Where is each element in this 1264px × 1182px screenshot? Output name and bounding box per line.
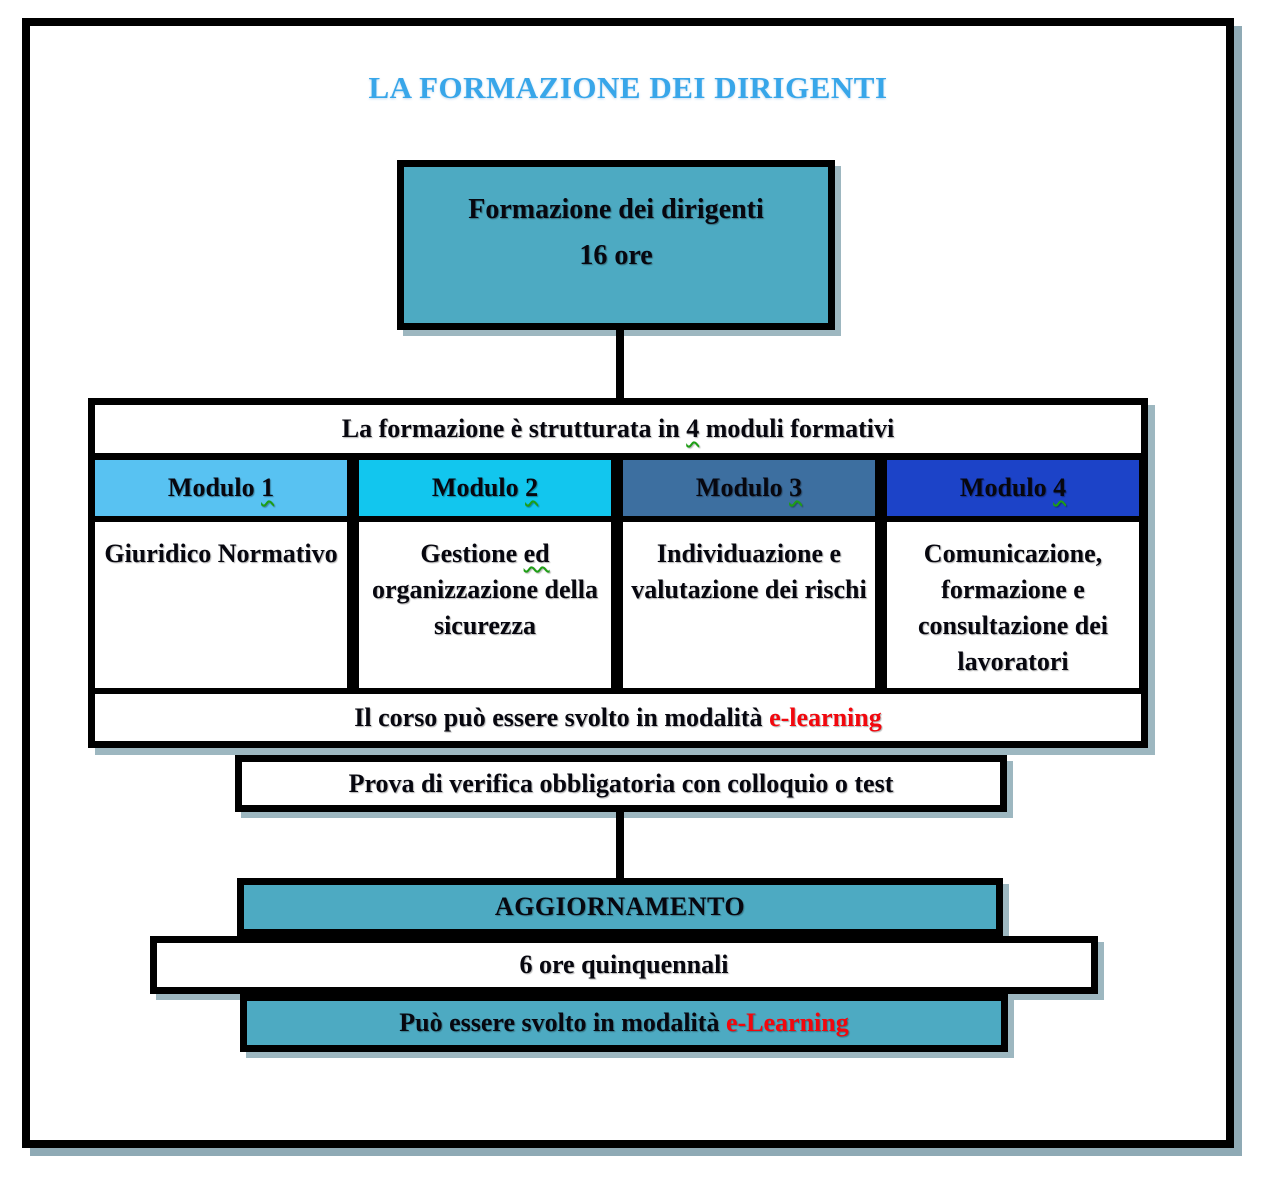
connector-main-to-modules — [616, 329, 624, 399]
update-hours-bar: 6 ore quinquennali — [150, 936, 1098, 994]
module-2-content-pre: Gestione — [420, 539, 524, 568]
module-4-header — [887, 460, 1139, 516]
diagram-frame — [22, 18, 1234, 1148]
elearning-bar-highlight: e-learning — [769, 703, 882, 732]
update-title-bar: AGGIORNAMENTO — [237, 878, 1003, 936]
module-1-header — [95, 460, 347, 516]
module-2-label: Modulo — [431, 473, 526, 502]
module-2-content — [359, 522, 611, 688]
structure-bar-suffix: moduli formativi — [699, 414, 895, 443]
module-4-content: Comunicazione, formazione e consultazione dei lavoratori — [887, 522, 1139, 688]
module-2-content-post: organizzazione della sicurezza — [371, 575, 598, 640]
elearning-bar-text: Il corso può essere svolto in modalità — [354, 703, 770, 732]
update-elearning-bar — [240, 994, 1008, 1052]
module-3-header — [623, 460, 875, 516]
module-1-content: Giuridico Normativo — [95, 522, 347, 688]
main-course-box — [397, 160, 835, 330]
connector-verification-to-update — [616, 810, 624, 880]
main-course-title: Formazione dei dirigenti — [468, 194, 764, 225]
structure-bar-prefix: La formazione è strutturata in — [341, 414, 687, 443]
structure-bar-number: 4 — [686, 414, 700, 443]
module-2-number: 2 — [525, 473, 539, 502]
module-3-label: Modulo — [695, 473, 790, 502]
module-1-number: 1 — [261, 473, 275, 502]
module-4-number: 4 — [1053, 473, 1067, 502]
main-course-hours: 16 ore — [579, 240, 653, 271]
elearning-bar — [95, 694, 1141, 741]
module-2-content-wavy: ed — [523, 539, 550, 568]
module-3-number: 3 — [789, 473, 803, 502]
module-4-label: Modulo — [959, 473, 1054, 502]
verification-bar: Prova di verifica obbligatoria con colloquio o test — [235, 755, 1007, 812]
module-1-label: Modulo — [167, 473, 262, 502]
update-elearning-text: Può essere svolto in modalità — [399, 1008, 726, 1037]
page-title: LA FORMAZIONE DEI DIRIGENTI — [368, 70, 888, 105]
update-elearning-highlight: e-Learning — [725, 1008, 849, 1037]
structure-bar — [95, 405, 1141, 453]
module-2-header — [359, 460, 611, 516]
modules-container — [88, 398, 1148, 748]
module-3-content: Individuazione e valutazione dei rischi — [623, 522, 875, 688]
